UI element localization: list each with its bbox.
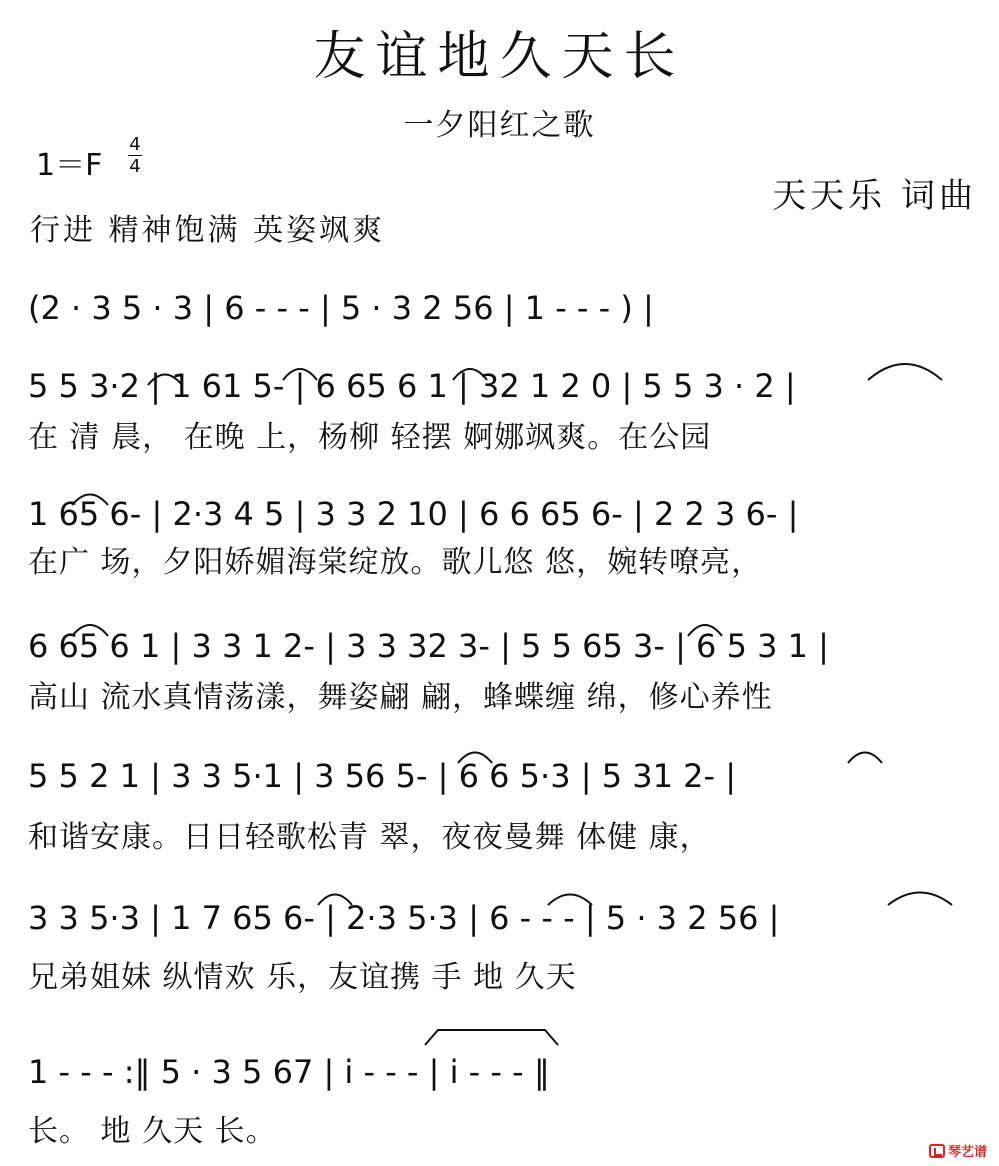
slur-arc [848,753,882,764]
notation-line-5: 5 5 2 1 | 3 3 5·1 | 3 56 5- | 6 6 5·3 | 5 31 2- | [28,757,736,795]
watermark [929,1141,987,1160]
notation-line-3: 1 65 6- | 2·3 4 5 | 3 3 2 10 | 6 6 65 6- | 2 2 3 6- | [28,495,799,533]
song-title: 友谊地久天长 [313,27,686,87]
lyric-line-6: 兄弟姐妹 纵情欢 乐，友谊携 手 地 久天 [28,960,577,995]
tempo-marking: 行进 精神饱满 英姿飒爽 [30,213,386,248]
meter-denominator: 4 [129,156,141,177]
author-credit: 天天乐 词曲 [772,176,977,216]
notation-line-7: 1 - - - :‖ 5 · 3 5 67 | i - - - | i - - - ‖ [28,1053,550,1091]
time-signature [128,135,142,176]
slur-arc [868,364,942,380]
lyric-line-4: 高山 流水真情荡漾，舞姿翩 翩，蜂蝶缠 绵，修心养性 [28,680,773,715]
key-signature: 1＝F [36,148,103,183]
notation-line-4: 6 65 6 1 | 3 3 1 2- | 3 3 32 3- | 5 5 65 3- | 6 5 3 1 | [28,627,829,665]
lyric-line-5: 和谐安康。日日轻歌松青 翠，夜夜曼舞 体健 康， [28,820,711,855]
slur-arc [888,893,952,906]
logo-icon [929,1144,945,1158]
notation-line-6: 3 3 5·3 | 1 7 65 6- | 2·3 5·3 | 6 - - - | 5 · 3 2 56 | [28,899,780,937]
notation-line-1: (2 · 3 5 · 3 | 6 - - - | 5 · 3 2 56 | 1 - - - ) | [28,289,654,327]
lyric-line-3: 在广 场，夕阳娇媚海棠绽放。歌儿悠 悠，婉转嘹亮， [28,545,763,580]
lyric-line-2: 在 清 晨， 在晚 上，杨柳 轻摆 婀娜飒爽。在公园 [28,420,712,455]
notation-line-2: 5 5 3·2 | 1 61 5- | 6 65 6 1 | 32 1 2 0 | 5 5 3 · 2 | [28,367,796,405]
tie-bracket [425,1030,558,1045]
meter-numerator: 4 [129,134,141,155]
watermark-text: 琴艺谱 [947,1145,987,1160]
lyric-line-7: 长。 地 久天 长。 [28,1114,277,1149]
song-subtitle: 一夕阳红之歌 [403,108,596,143]
